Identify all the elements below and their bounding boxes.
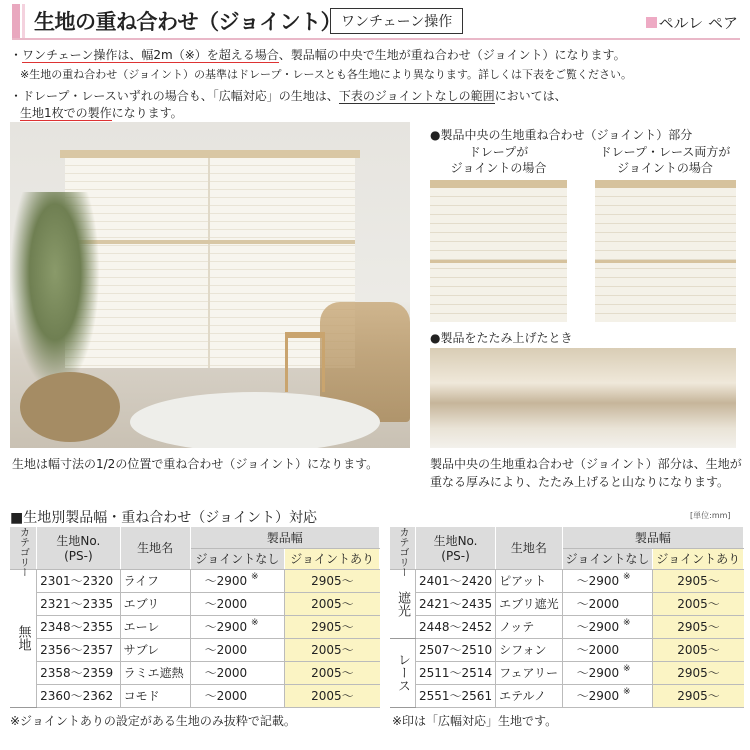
- note-text: ・ドレープ・レースいずれの場合も、「広幅対応」の生地は、: [10, 89, 339, 103]
- no-joint-cell: [562, 592, 653, 615]
- note-text: においては、: [494, 89, 567, 103]
- wide-mark: ※: [250, 572, 259, 582]
- fabric-name-cell: フェアリー: [496, 661, 563, 684]
- table-row: [10, 638, 380, 661]
- header-joint: ジョイントあり: [653, 548, 744, 569]
- fabric-table-right: [390, 527, 744, 708]
- table-row: [390, 661, 744, 684]
- table-row: [10, 592, 380, 615]
- label-line: ジョイントの場合: [617, 161, 713, 175]
- header-width: 製品幅: [190, 527, 379, 548]
- category-cell: レース: [390, 638, 416, 707]
- drape-joint-label: [430, 144, 567, 176]
- note-line-2: ※生地の重ね合わせ（ジョイント）の基準はドレープ・レースとも各生地により異なります。詳しくは下表をご覧ください。: [20, 68, 633, 81]
- joint-cell: 2905〜: [653, 615, 744, 638]
- pink-square-icon: [646, 17, 657, 28]
- note-line-3: [10, 87, 567, 104]
- fabric-name-cell: シフォン: [496, 638, 563, 661]
- fabric-name-cell: エブリ: [120, 592, 190, 615]
- caption-line: 重なる厚みにより、たたみ上げると山なりになります。: [430, 475, 730, 489]
- brand-label: [646, 12, 738, 33]
- table-row: [390, 592, 744, 615]
- note-text: 、製品幅の中央で生地が重ね合わせ（ジョイント）になります。: [278, 48, 626, 62]
- wide-mark: ※: [623, 618, 631, 628]
- header-width: 製品幅: [562, 527, 744, 548]
- caption-line: 製品中央の生地重ね合わせ（ジョイント）部分は、生地が: [430, 457, 742, 471]
- no-joint-value: 〜2900: [576, 620, 620, 634]
- header-no: [37, 527, 121, 569]
- joint-cell: 2005〜: [285, 684, 380, 707]
- table-row: [390, 638, 744, 661]
- folded-photo: [430, 348, 736, 448]
- wide-mark: ※: [623, 572, 631, 582]
- fabric-name-cell: サブレ: [120, 638, 190, 661]
- both-joint-photo: [595, 180, 736, 322]
- no-joint-cell: [562, 661, 653, 684]
- fabric-name-cell: ラミエ遮熱: [120, 661, 190, 684]
- no-joint-value: 〜2000: [204, 643, 248, 657]
- title-accent: [12, 4, 20, 38]
- no-joint-value: 〜2900: [576, 689, 620, 703]
- note-text: になります。: [111, 106, 183, 120]
- category-cell: 遮光: [390, 569, 416, 638]
- brand-name: ペルレ ペア: [658, 14, 738, 32]
- fabric-name-cell: エテルノ: [496, 684, 563, 707]
- no-joint-cell: [190, 592, 285, 615]
- joint-cell: 2905〜: [653, 661, 744, 684]
- fabric-no-cell: 2421〜2435: [416, 592, 496, 615]
- note-underlined: 生地1枚での製作: [20, 106, 112, 120]
- room-photo: [10, 122, 410, 448]
- header-name: 生地名: [496, 527, 563, 569]
- header-category: カテゴリー: [10, 527, 37, 569]
- fabric-name-cell: ライフ: [120, 569, 190, 592]
- fabric-no-cell: 2551〜2561: [416, 684, 496, 707]
- header-name: 生地名: [120, 527, 190, 569]
- label-line: ジョイントの場合: [450, 161, 547, 175]
- operation-label: ワンチェーン操作: [330, 8, 463, 34]
- table-row: [390, 684, 744, 707]
- table-row: [10, 661, 380, 684]
- no-joint-value: 〜2900: [204, 620, 248, 634]
- fabric-name-cell: ピアット: [496, 569, 563, 592]
- no-joint-cell: [562, 684, 653, 707]
- table-row: [10, 569, 380, 592]
- header-no-label: 生地No.: [56, 534, 101, 549]
- fabric-no-cell: 2358〜2359: [37, 661, 121, 684]
- wide-mark: ※: [623, 687, 631, 697]
- no-joint-value: 〜2900: [576, 666, 620, 680]
- fabric-no-cell: 2448〜2452: [416, 615, 496, 638]
- title-accent-light: [22, 4, 25, 38]
- folded-caption: [430, 455, 742, 491]
- joint-cell: 2005〜: [285, 638, 380, 661]
- header-category: カテゴリー: [390, 527, 416, 569]
- page-title: 生地の重ね合わせ（ジョイント）: [34, 10, 342, 34]
- fabric-name-cell: ノッテ: [496, 615, 563, 638]
- drape-joint-photo: [430, 180, 567, 322]
- fabric-no-cell: 2507〜2510: [416, 638, 496, 661]
- both-joint-label: [590, 144, 740, 176]
- no-joint-value: 〜2900: [204, 574, 248, 588]
- folded-heading: ●製品をたたみ上げたとき: [430, 331, 573, 345]
- no-joint-cell: [190, 684, 285, 707]
- table-row: [390, 615, 744, 638]
- fabric-no-cell: 2511〜2514: [416, 661, 496, 684]
- note-line-4: [20, 104, 183, 121]
- no-joint-value: 〜2000: [204, 666, 248, 680]
- fabric-no-cell: 2348〜2355: [37, 615, 121, 638]
- no-joint-cell: [190, 615, 285, 638]
- joint-cell: 2905〜: [285, 569, 380, 592]
- label-line: ドレープ・レース両方が: [599, 145, 731, 159]
- header-no-sub: (PS-): [64, 549, 93, 564]
- fabric-no-cell: 2360〜2362: [37, 684, 121, 707]
- joint-cell: 2005〜: [653, 592, 744, 615]
- fabric-name-cell: コモド: [120, 684, 190, 707]
- fabric-name-cell: エーレ: [120, 615, 190, 638]
- joint-heading: ●製品中央の生地重ね合わせ（ジョイント）部分: [430, 128, 693, 142]
- no-joint-cell: [562, 615, 653, 638]
- no-joint-value: 〜2000: [576, 643, 620, 657]
- label-line: ドレープが: [468, 145, 529, 159]
- fabric-no-cell: 2321〜2335: [37, 592, 121, 615]
- no-joint-cell: [190, 569, 285, 592]
- left-footnote: ※ジョイントありの設定がある生地のみ抜粋で記載。: [10, 714, 296, 728]
- category-cell: 無地: [10, 569, 37, 707]
- no-joint-cell: [562, 638, 653, 661]
- wide-mark: ※: [623, 664, 631, 674]
- header-joint: ジョイントあり: [285, 548, 380, 569]
- wide-mark: ※: [250, 618, 259, 628]
- no-joint-value: 〜2000: [204, 689, 248, 703]
- joint-cell: 2005〜: [653, 638, 744, 661]
- header-no-sub: (PS-): [441, 549, 470, 564]
- no-joint-cell: [562, 569, 653, 592]
- joint-cell: 2005〜: [285, 592, 380, 615]
- note-line-1: ・ワンチェーン操作は、幅2m（※）を超える場合、製品幅の中央で生地が重ね合わせ（ジョイント）になります。: [10, 48, 626, 62]
- photo-caption: 生地は幅寸法の1/2の位置で重ね合わせ（ジョイント）になります。: [12, 457, 379, 471]
- header-no-label: 生地No.: [433, 534, 478, 549]
- no-joint-cell: [190, 638, 285, 661]
- joint-cell: 2905〜: [653, 684, 744, 707]
- unit-label: [単位:mm]: [690, 511, 731, 520]
- no-joint-value: 〜2000: [204, 597, 248, 611]
- table-title: ■生地別製品幅・重ね合わせ（ジョイント）対応: [10, 510, 317, 526]
- fabric-no-cell: 2401〜2420: [416, 569, 496, 592]
- header-no-joint: ジョイントなし: [190, 548, 285, 569]
- fabric-table-left: [10, 527, 380, 708]
- table-row: [390, 569, 744, 592]
- no-joint-cell: [190, 661, 285, 684]
- header-no: [416, 527, 496, 569]
- fabric-name-cell: エブリ遮光: [496, 592, 563, 615]
- right-footnote: ※印は「広幅対応」生地です。: [392, 714, 558, 728]
- no-joint-value: 〜2000: [576, 597, 620, 611]
- note-underlined: 下表のジョイントなしの範囲: [338, 89, 495, 103]
- fabric-no-cell: 2356〜2357: [37, 638, 121, 661]
- joint-cell: 2905〜: [653, 569, 744, 592]
- note-underlined: ワンチェーン操作は、幅2m（※）を超える場合: [22, 48, 279, 62]
- table-row: [10, 615, 380, 638]
- table-row: [10, 684, 380, 707]
- fabric-no-cell: 2301〜2320: [37, 569, 121, 592]
- joint-cell: 2905〜: [285, 615, 380, 638]
- joint-cell: 2005〜: [285, 661, 380, 684]
- no-joint-value: 〜2900: [576, 574, 620, 588]
- header-no-joint: ジョイントなし: [562, 548, 653, 569]
